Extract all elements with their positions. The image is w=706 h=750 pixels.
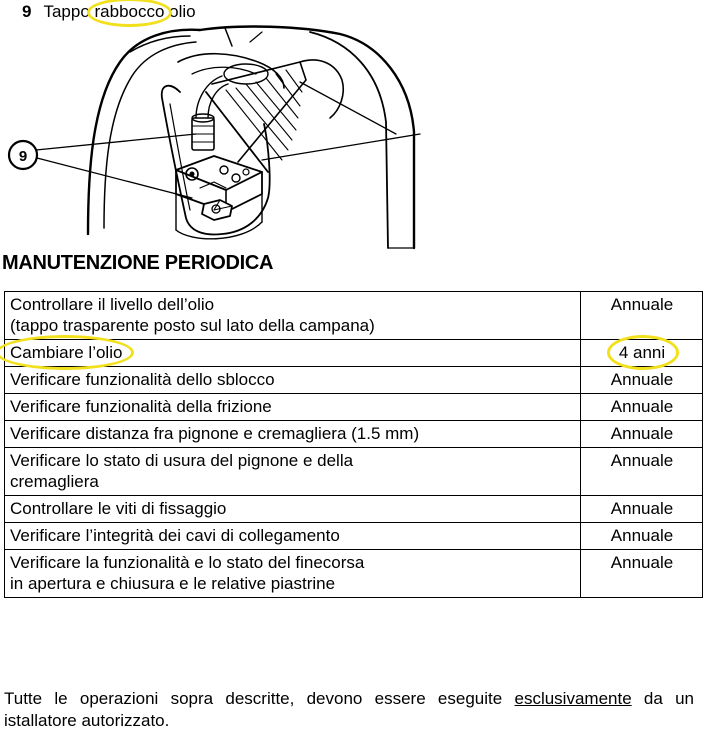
callout-number: 9 xyxy=(22,2,32,21)
task-cell xyxy=(5,340,581,367)
task-cell xyxy=(5,292,581,340)
table-row xyxy=(5,421,703,448)
caption-text-after: olio xyxy=(164,2,196,21)
table-row xyxy=(5,394,703,421)
frequency-cell: Annuale xyxy=(581,523,703,550)
task-cell: Controllare le viti di fissaggio xyxy=(5,496,581,523)
maintenance-table xyxy=(4,291,703,598)
task-text: Controllare il livello dell’olio xyxy=(10,295,215,314)
task-text-line2: in apertura e chiusura e le relative piastrine xyxy=(10,574,336,593)
gearmotor-drawing xyxy=(0,22,430,250)
section-title: MANUTENZIONE PERIODICA xyxy=(2,252,274,274)
task-cell xyxy=(5,550,581,598)
footnote-emphasis: esclusivamente xyxy=(514,689,632,708)
footnote-text-after: da un istallatore autorizzato. xyxy=(4,689,695,730)
caption-highlight-word: rabbocco xyxy=(94,2,165,21)
table-row xyxy=(5,292,703,340)
task-cell: Verificare funzionalità della frizione xyxy=(5,394,581,421)
task-text: Verificare la funzionalità e lo stato del finecorsa xyxy=(10,553,365,572)
figure-caption xyxy=(22,2,196,22)
table-row xyxy=(5,367,703,394)
frequency-cell: Annuale xyxy=(581,421,703,448)
task-cell: Verificare funzionalità dello sblocco xyxy=(5,367,581,394)
footnote-text-before: Tutte le operazioni sopra descritte, devono essere eseguite xyxy=(4,689,515,708)
task-text-line2: cremagliera xyxy=(10,472,99,491)
task-cell xyxy=(5,448,581,496)
table-row xyxy=(5,523,703,550)
frequency-cell: Annuale xyxy=(581,394,703,421)
task-cell: Verificare l’integrità dei cavi di collegamento xyxy=(5,523,581,550)
table-row xyxy=(5,448,703,496)
frequency-highlighted: 4 anni xyxy=(618,343,666,362)
task-text-highlighted: Cambiare l’olio xyxy=(10,343,123,362)
frequency-cell: Annuale xyxy=(581,292,703,340)
frequency-cell: Annuale xyxy=(581,496,703,523)
task-text-line2: (tappo trasparente posto sul lato della campana) xyxy=(10,316,375,335)
caption-text-before: Tappo xyxy=(43,2,95,21)
frequency-cell: Annuale xyxy=(581,550,703,598)
frequency-cell xyxy=(581,340,703,367)
footnote xyxy=(4,688,694,732)
frequency-cell: Annuale xyxy=(581,367,703,394)
table-row xyxy=(5,340,703,367)
table-row xyxy=(5,496,703,523)
frequency-cell: Annuale xyxy=(581,448,703,496)
task-text: Verificare lo stato di usura del pignone e della xyxy=(10,451,354,470)
table-row xyxy=(5,550,703,598)
callout-label: 9 xyxy=(18,148,28,165)
task-cell: Verificare distanza fra pignone e cremagliera (1.5 mm) xyxy=(5,421,581,448)
